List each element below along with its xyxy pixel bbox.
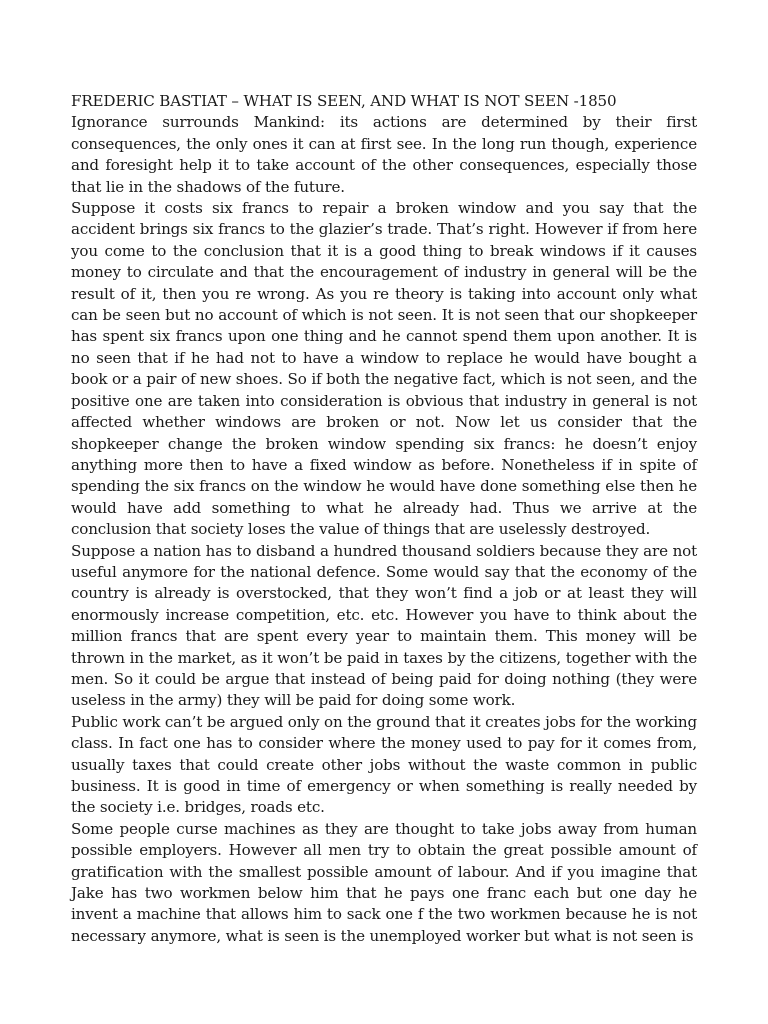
paragraph-broken-window: Suppose it costs six francs to repair a broken window and you say that the accident brings six francs to the glazier’s trade. That’s right. However if from here you come to the conclusion that it is a good thing to break windows if it causes money to circulate and that the encouragement of industry in general will be the result of it, then you re wrong. As you re theory is taking into account only what can be seen but no account of which is not seen. It is not seen that our shopkeeper has spent six francs upon one thing and he cannot spend them upon another. It is no seen that if he had not to have a window to replace he would have bought a book or a pair of new shoes. So if both the negative fact, which is not seen, and the positive one are taken into consideration is obvious that industry in general is not affected whether windows are broken or not. Now let us consider that the shopkeeper change the broken window spending six francs: he doesn’t enjoy anything more then to have a fixed window as before. Nonetheless if in spite of spending the six francs on the window he would have done something else then he would have add something to what he already had. Thus we arrive at the conclusion that society loses the value of things that are uselessly destroyed. [71, 199, 697, 539]
paragraph-soldiers: Suppose a nation has to disband a hundred thousand soldiers because they are not useful anymore for the national defence. Some would say that the economy of the country is already is overstocked, that they won’t find a job or at least they will enormously increase competition, etc. etc. However you have to think about the million francs that are spent every year to maintain them. This money will be thrown in the market, as it won’t be paid in taxes by the citizens, together with the men. So it could be argue that instead of being paid for doing nothing (they were useless in the army) they will be paid for doing some work. [71, 541, 697, 710]
document-body [71, 91, 697, 947]
paragraph-intro: Ignorance surrounds Mankind: its actions are determined by their first consequences, the only ones it can at first see. In the long run though, experience and foresight help it to take account of the other consequences, especially those that lie in the shadows of the future. [71, 113, 697, 196]
paragraph-machines: Some people curse machines as they are thought to take jobs away from human possible employers. However all men try to obtain the great possible amount of gratification with the smallest possible amount of labour. And if you imagine that Jake has two workmen below him that he pays one franc each but one day he invent a machine that allows him to sack one f the two workmen because he is not necessary anymore, what is seen is the unemployed worker but what is not seen is [71, 819, 697, 945]
document-title: FREDERIC BASTIAT – WHAT IS SEEN, AND WHAT IS NOT SEEN -1850 [71, 92, 617, 110]
paragraph-public-work: Public work can’t be argued only on the ground that it creates jobs for the working class. In fact one has to consider where the money used to pay for it comes from, usually taxes that could create other jobs without the waste common in public business. It is good in time of emergency or when something is really needed by the society i.e. bridges, roads etc. [71, 712, 697, 817]
